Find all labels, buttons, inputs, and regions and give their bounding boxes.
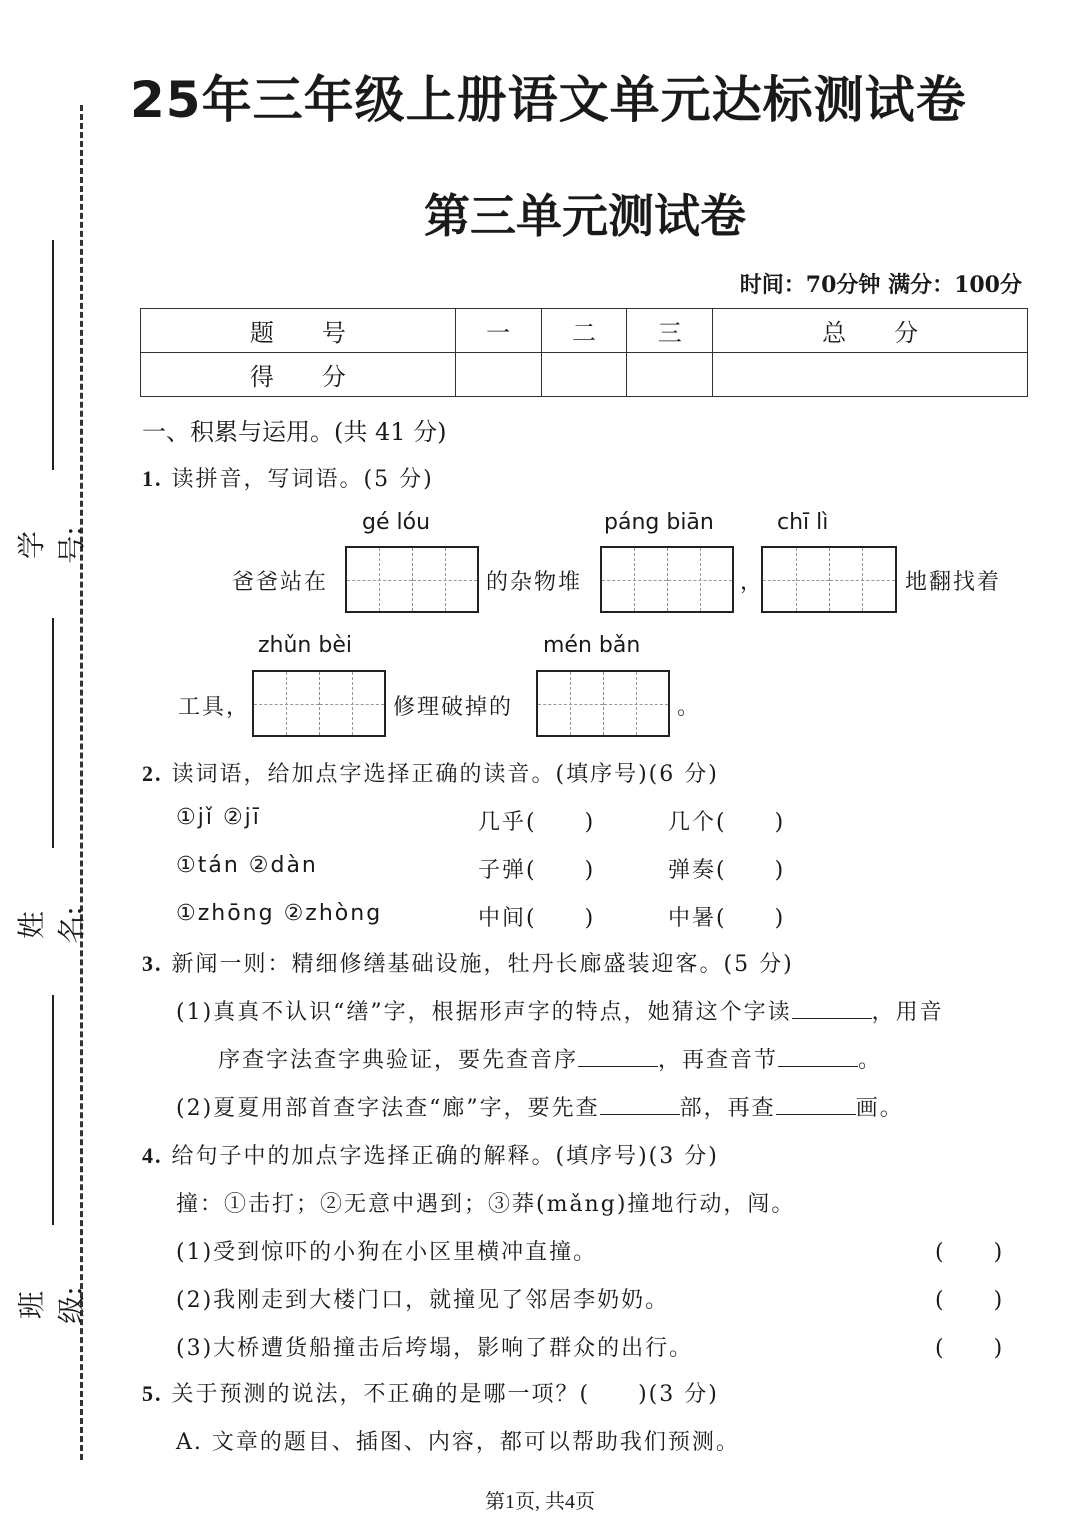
- q1-text-1: 爸爸站在: [232, 570, 329, 595]
- answer-box-menban[interactable]: [536, 670, 670, 737]
- q4-definition: 撞：①击打；②无意中遇到；③莽(mǎng)撞地行动，闯。: [176, 1192, 796, 1217]
- q1-text-3: ，: [740, 570, 765, 595]
- q2-word-zidan[interactable]: 子弹( ): [478, 858, 596, 883]
- q3-sub1-line1: [176, 995, 944, 1026]
- q3-sub1-text-d: ，再查音节: [658, 1048, 779, 1073]
- q4-answer-3[interactable]: ( ): [935, 1336, 1005, 1361]
- q2-word-jihu[interactable]: 几乎( ): [478, 810, 596, 835]
- score-header-cell: 总 分: [713, 309, 1028, 353]
- class-fill-line: [52, 995, 54, 1225]
- score-table: [140, 308, 1028, 397]
- q2-heading: [142, 757, 719, 788]
- pinyin-menban: mén bǎn: [543, 633, 641, 658]
- q1-text-6: 修理破掉的: [393, 695, 514, 720]
- q2-word-zhongshu[interactable]: 中暑( ): [668, 906, 786, 931]
- q4-answer-2[interactable]: ( ): [935, 1288, 1005, 1313]
- score-header-cell: 二: [541, 309, 627, 353]
- q5-number: 5.: [142, 1381, 163, 1406]
- pinyin-zhunbei: zhǔn bèi: [258, 633, 352, 658]
- q1-number: 1.: [142, 466, 163, 491]
- q4-heading: [142, 1139, 719, 1170]
- q3-number: 3.: [142, 951, 163, 976]
- q3-heading: [142, 947, 794, 978]
- answer-box-chili[interactable]: [761, 546, 897, 613]
- answer-box-gelou[interactable]: [345, 546, 479, 613]
- q4-item-2: (2)我刚走到大楼门口，就撞见了邻居李奶奶。: [176, 1288, 670, 1313]
- q2-word-tanzou[interactable]: 弹奏( ): [668, 858, 786, 883]
- name-fill-line: [52, 618, 54, 848]
- pinyin-pangbian: páng biān: [604, 510, 714, 535]
- score-table-header-row: [141, 309, 1028, 353]
- q1-heading: [142, 462, 434, 493]
- score-cell[interactable]: [541, 353, 627, 397]
- score-header-cell: 一: [455, 309, 541, 353]
- q1-text-2: 的杂物堆: [486, 570, 583, 595]
- q3-blank-yinjie[interactable]: [778, 1046, 858, 1067]
- q2-word-zhongjian[interactable]: 中间( ): [478, 906, 596, 931]
- q4-number: 4.: [142, 1143, 163, 1168]
- score-cell[interactable]: [455, 353, 541, 397]
- q3-blank-reading[interactable]: [792, 998, 872, 1019]
- score-header-cell: 题 号: [141, 309, 456, 353]
- id-label: 学号:: [15, 526, 88, 564]
- section-1-heading: 一、积累与运用。(共 41 分): [142, 418, 447, 446]
- q1-text-7: 。: [677, 695, 702, 720]
- q2-number: 2.: [142, 761, 163, 786]
- q2-options-2: ①tán ②dàn: [176, 853, 318, 878]
- answer-box-pangbian[interactable]: [600, 546, 734, 613]
- time-info: 时间：70分钟 满分：100分: [739, 272, 1022, 298]
- q3-sub2-text-a: (2)夏夏用部首查字法查“廊”字，要先查: [176, 1096, 600, 1121]
- q1-text-5: 工具，: [178, 695, 251, 720]
- answer-box-zhunbei[interactable]: [252, 670, 386, 737]
- class-label: 班级:: [15, 1286, 88, 1324]
- q2-text: 读词语，给加点字选择正确的读音。(填序号)(6 分): [171, 762, 719, 787]
- q2-word-jige[interactable]: 几个( ): [668, 810, 786, 835]
- q3-blank-yinxu[interactable]: [578, 1046, 658, 1067]
- exam-title: 25年三年级上册语文单元达标测试卷: [130, 71, 967, 129]
- q5-text: 关于预测的说法，不正确的是哪一项？( )(3 分): [171, 1382, 719, 1407]
- pinyin-chili: chī lì: [777, 510, 829, 535]
- q3-sub1-text-a: (1)真真不认识“缮”字，根据形声字的特点，她猜这个字读: [176, 1000, 792, 1025]
- binding-dashed-line: [80, 105, 83, 1460]
- q3-text: 新闻一则：精细修缮基础设施，牡丹长廊盛装迎客。(5 分): [171, 952, 794, 977]
- q3-blank-bushou[interactable]: [600, 1094, 680, 1115]
- q3-sub1-line2: [218, 1043, 882, 1074]
- q4-item-1: (1)受到惊吓的小狗在小区里横冲直撞。: [176, 1240, 598, 1265]
- q3-sub1-text-e: 。: [858, 1048, 883, 1073]
- q4-item-3: (3)大桥遭货船撞击后垮塌，影响了群众的出行。: [176, 1336, 694, 1361]
- pinyin-gelou: gé lóu: [362, 510, 431, 535]
- q3-blank-bihua[interactable]: [776, 1094, 856, 1115]
- score-cell[interactable]: [713, 353, 1028, 397]
- page-footer: 第1页, 共4页: [485, 1491, 595, 1513]
- q1-text: 读拼音，写词语。(5 分): [171, 467, 434, 492]
- q2-options-1: ①jǐ ②jī: [176, 805, 261, 830]
- name-label: 姓名:: [15, 906, 88, 944]
- score-cell[interactable]: [627, 353, 713, 397]
- q3-sub2-text-b: 部，再查: [679, 1096, 776, 1121]
- q2-options-3: ①zhōng ②zhòng: [176, 901, 383, 926]
- q5-heading: [142, 1377, 719, 1408]
- q3-sub2-text-c: 画。: [855, 1096, 904, 1121]
- q1-text-4: 地翻找着: [905, 570, 1002, 595]
- id-fill-line: [52, 240, 54, 470]
- q4-answer-1[interactable]: ( ): [935, 1240, 1005, 1265]
- score-row-label: 得 分: [141, 353, 456, 397]
- q3-sub1-text-b: ，用音: [871, 1000, 944, 1025]
- unit-title: 第三单元测试卷: [424, 189, 746, 243]
- q3-sub2-line: [176, 1091, 904, 1122]
- score-table-score-row: [141, 353, 1028, 397]
- q3-sub1-text-c: 序查字法查字典验证，要先查音序: [218, 1048, 579, 1073]
- q4-text: 给句子中的加点字选择正确的解释。(填序号)(3 分): [171, 1144, 719, 1169]
- score-header-cell: 三: [627, 309, 713, 353]
- q5-option-a[interactable]: A. 文章的题目、插图、内容，都可以帮助我们预测。: [176, 1430, 740, 1455]
